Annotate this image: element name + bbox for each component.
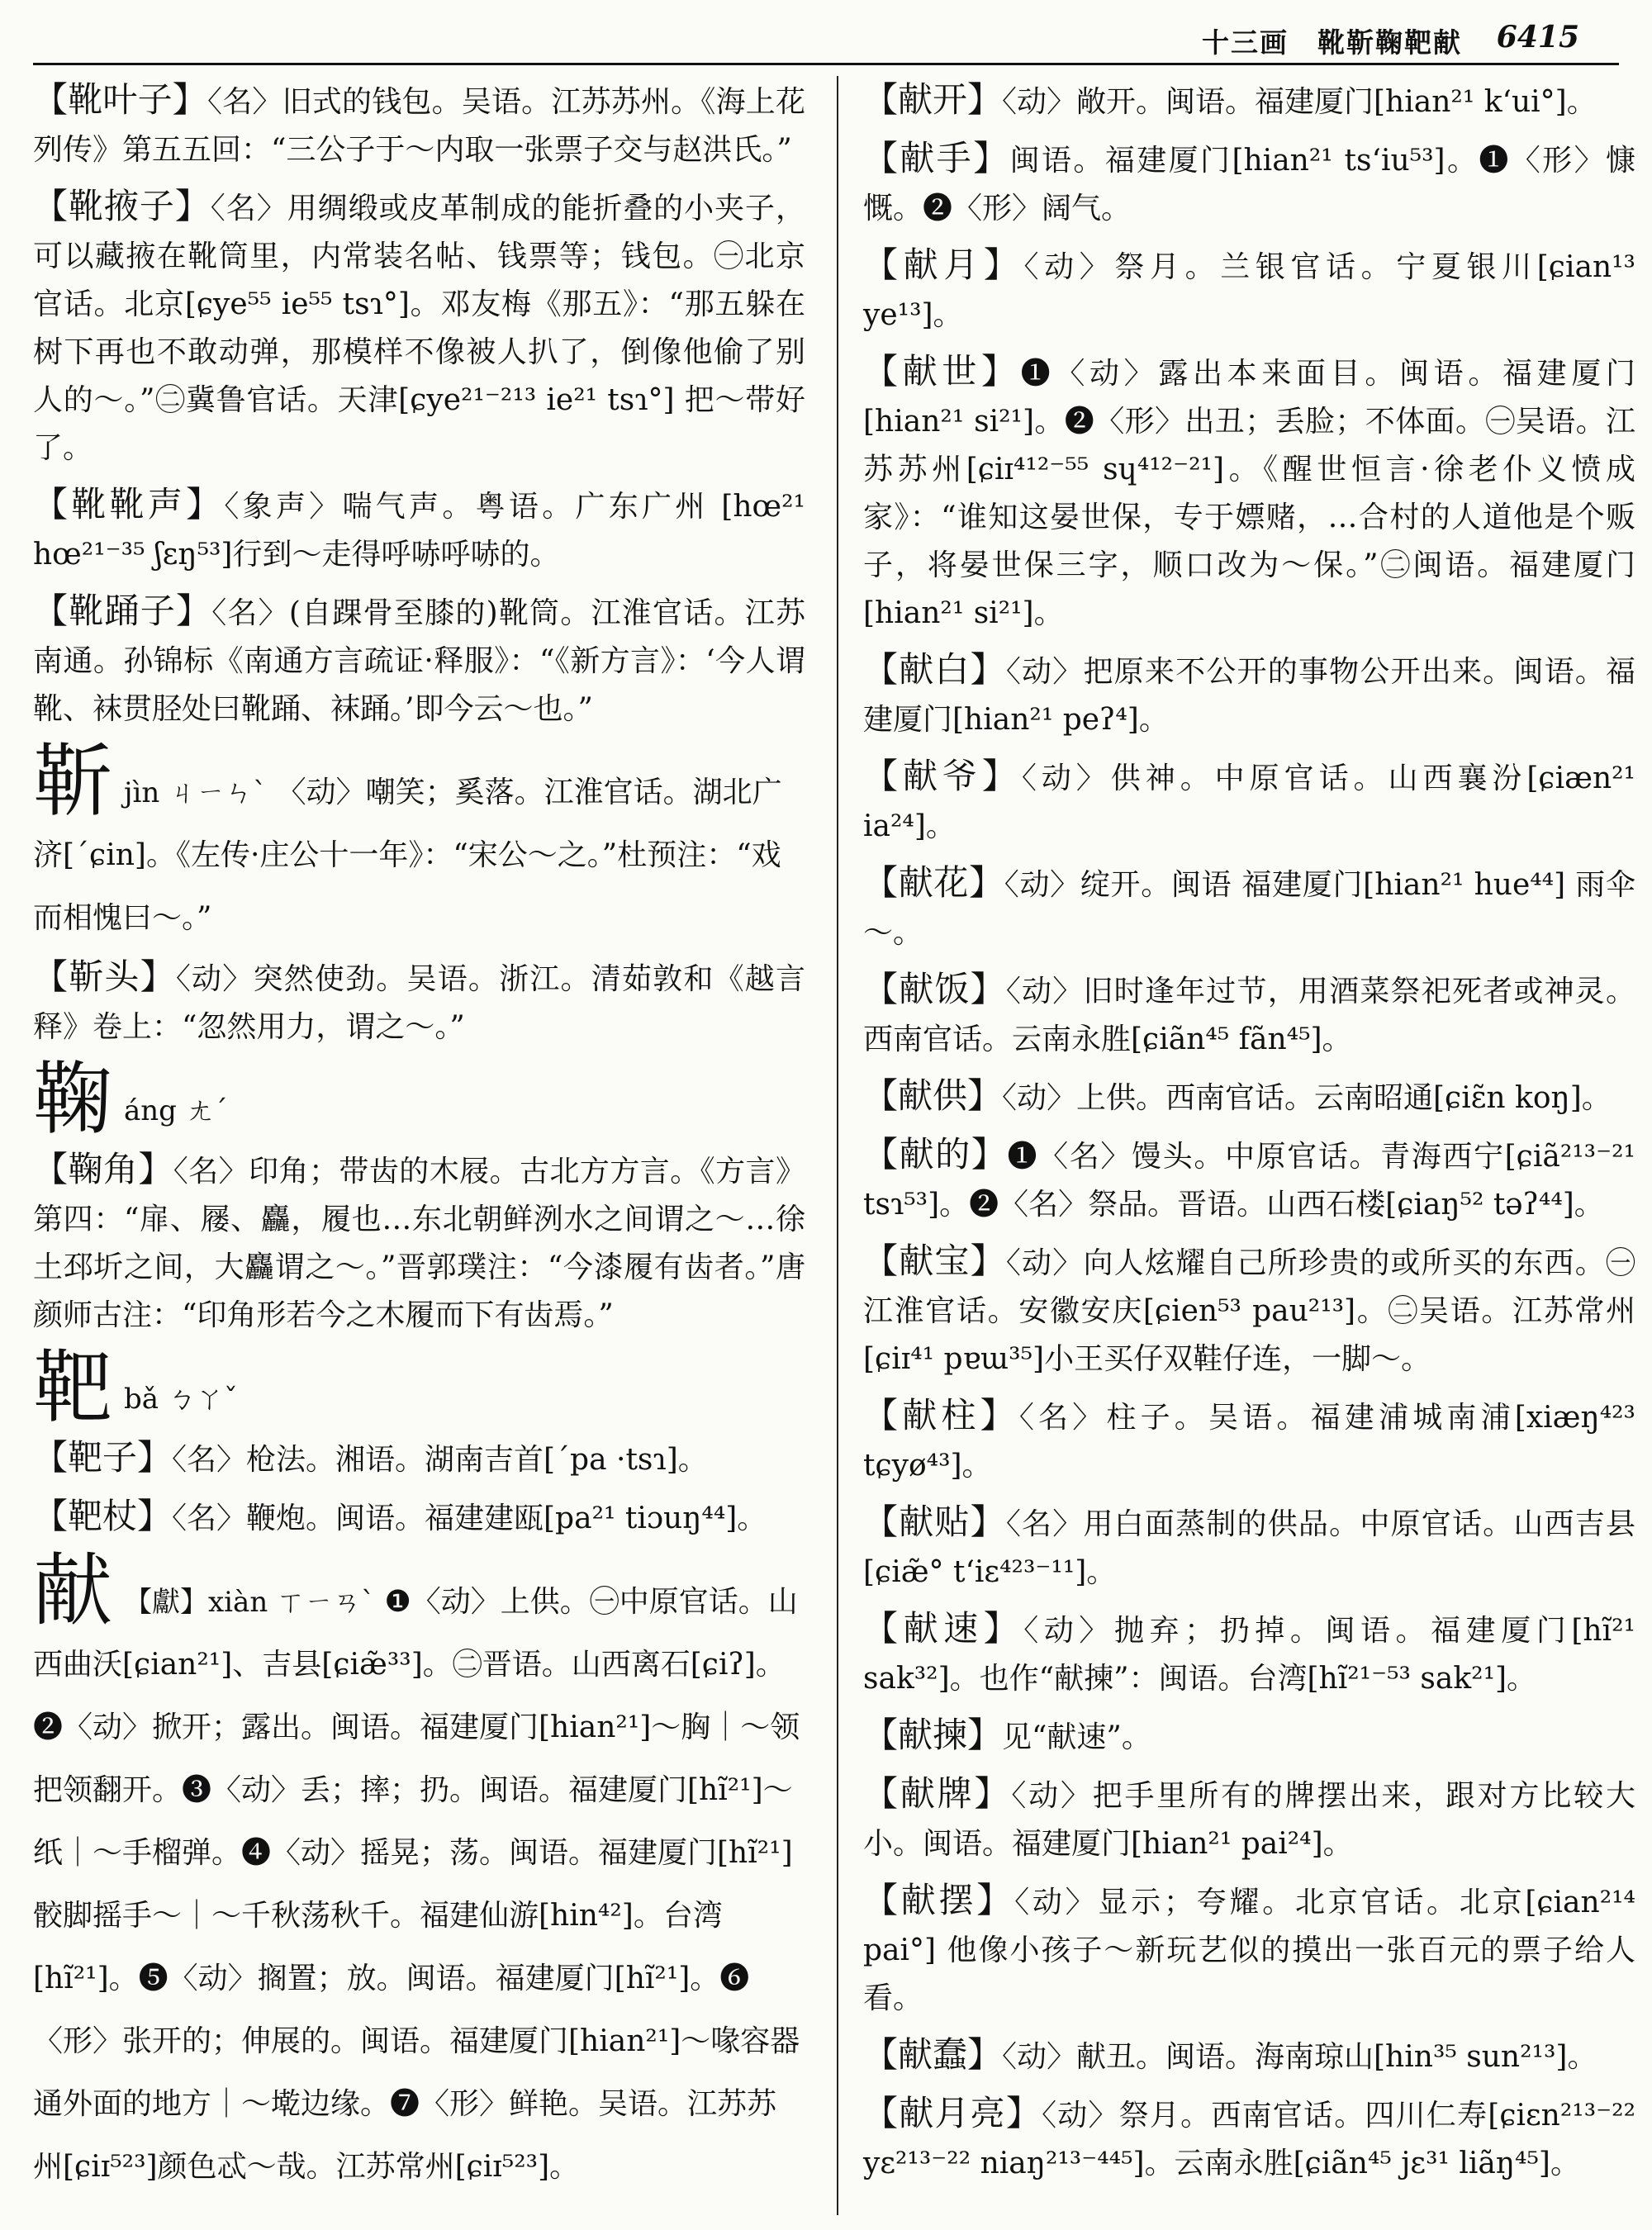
definition: 〈动〉敞开。闽语。福建厦门[hian²¹ kʻui°]。 (1002, 85, 1597, 119)
dictionary-entry (863, 1605, 1635, 1703)
definition: 〈动〉抛弃；扔掉。闽语。福建厦门[hĩ²¹ sak³²]。也作“献揀”：闽语。台湾[hĩ²¹⁻⁵³ sak²¹]。 (863, 1614, 1635, 1696)
headword: 【献世】 (863, 351, 1021, 391)
definition: 见“献速”。 (1002, 1720, 1151, 1754)
definition: 〈名〉鞭炮。闽语。福建建瓯[pa²¹ tiɔuŋ⁴⁴]。 (172, 1502, 767, 1535)
head-character: 靳 (33, 735, 112, 828)
definition: 〈名〉枪法。湘语。湖南吉首[ˊpa ·tsɿ]。 (172, 1443, 708, 1477)
headword: 【靶子】 (33, 1437, 173, 1478)
dictionary-entry (33, 76, 805, 174)
definition: 〈动〉供神。中原官话。山西襄汾[ɕiæn²¹ ia²⁴]。 (863, 762, 1635, 843)
headword: 【靴靴声】 (33, 484, 225, 524)
definition: 〈名〉柱子。吴语。福建浦城南浦[xiæŋ⁴²³ tɕyø⁴³]。 (863, 1401, 1635, 1483)
dictionary-entry (863, 859, 1635, 957)
headword: 【献贴】 (863, 1502, 1006, 1542)
definition: ❶〈动〉上供。㊀中原官话。山西曲沃[ɕian²¹]、吉县[ɕiæ̃³³]。㊁晋语。山西离石[ɕiʔ]。❷〈动〉掀开；露出。闽语。福建厦门[hian²¹]～胸｜～领把领翻开。❸〈动〉丢；摔；扔。闽语。福建厦门[hĩ²¹]～纸｜～手榴弹。❹〈动〉摇晃；荡。闽语。福建厦门[hĩ²¹]骹脚摇手～｜～千秋荡秋千。福建仙游[hin⁴²]。台湾[hĩ²¹]。❺〈动〉搁置；放。闽语。福建厦门[hĩ²¹]。❻〈形〉张开的；伸展的。闽语。福建厦门[hian²¹]～喙容器通外面的地方｜～墘边缘。❼〈形〉鲜艳。吴语。江苏苏州[ɕiɪ⁵²³]颜色忒～哉。江苏常州[ɕiɪ⁵²³]。 (33, 1585, 800, 2184)
head-character-entry (33, 1053, 805, 1146)
definition: 〈名〉印角；带齿的木屐。古北方方言。《方言》第四：“扉、屦、麤，履也…东北朝鲜洌水之间谓之～…徐土邳圻之间，大麤谓之～。”晋郭璞注：“今漆履有齿者。”唐颜师古注：“印角形若今之木履而下有齿焉。” (33, 1155, 805, 1332)
dictionary-entry (863, 241, 1635, 339)
dictionary-entry (863, 752, 1635, 851)
definition: 〈动〉把手里所有的牌摆出来，跟对方比较大小。闽语。福建厦门[hian²¹ pai²⁴]。 (863, 1779, 1635, 1861)
headword: 【献摆】 (863, 1880, 1015, 1920)
head-character-entry (33, 1341, 805, 1434)
headword: 【献宝】 (863, 1241, 1006, 1281)
definition: 〈动〉嘲笑；奚落。江淮官话。湖北广济[ˊɕin]。《左传·庄公十一年》：“宋公～之。”杜预注：“戏而相愧曰～。” (33, 776, 782, 935)
definition: 〈动〉献丑。闽语。海南琼山[hin³⁵ sun²¹³]。 (1002, 2040, 1597, 2074)
dictionary-entry (33, 1492, 805, 1543)
definition: 〈动〉绽开。闽语 福建厦门[hian²¹ hue⁴⁴] 雨伞～。 (863, 868, 1635, 950)
running-header: 十三画 靴靳鞠靶献 (1202, 26, 1462, 59)
definition: 〈动〉旧时逢年过节，用酒菜祭祀死者或神灵。西南官话。云南永胜[ɕiãn⁴⁵ fãn⁴⁵]。 (863, 975, 1635, 1056)
dictionary-entry (863, 135, 1635, 233)
headword: 【献饭】 (863, 969, 1006, 1009)
pronunciation: áng ㄤˊ (124, 1094, 228, 1127)
pronunciation: jìn ㄐㄧㄣˋ (124, 776, 268, 809)
headword: 【献白】 (863, 649, 1006, 690)
definition: 〈动〉祭月。西南官话。四川仁寿[ɕiɛn²¹³⁻²² yɛ²¹³⁻²² niaŋ²¹³⁻⁴⁴⁵]。云南永胜[ɕiãn⁴⁵ jɛ³¹ liãŋ⁴⁵]。 (863, 2099, 1635, 2180)
definition: 〈象声〉喘气声。粤语。广东广州 [hœ²¹ hœ²¹⁻³⁵ ʃɛŋ⁵³]行到～走得呼哧呼哧的。 (33, 490, 805, 572)
head-character-entry (33, 735, 805, 950)
dictionary-entry (863, 348, 1635, 638)
dictionary-entry (863, 1877, 1635, 2023)
definition: ❶〈动〉露出本来面目。闽语。福建厦门[hian²¹ si²¹]。❷〈形〉出丑；丢脸；不体面。㊀吴语。江苏苏州[ɕiɪ⁴¹²⁻⁵⁵ sɥ⁴¹²⁻²¹]。《醒世恒言·徐老仆义愤成家》：“谁知这晏世保，专于嫖赌，…合村的人道他是个贩子，将晏世保三字，顺口改为～保。”㊁闽语。福建厦门[hian²¹ si²¹]。 (863, 357, 1635, 630)
headword: 【献揀】 (863, 1715, 1003, 1755)
definition: 〈名〉用绸缎或皮革制成的能折叠的小夹子，可以藏掖在靴筒里，内常装名帖、钱票等；钱包。㊀北京官话。北京[ɕye⁵⁵ ie⁵⁵ tsɿ°]。邓友梅《那五》：“那五躲在树下再也不敢动弹，那模样不像被人扒了，倒像他偷了别人的～。”㊁冀鲁官话。天津[ɕye²¹⁻²¹³ ie²¹ tsɿ°] 把～带好了。 (33, 192, 805, 465)
dictionary-entry (863, 1711, 1635, 1762)
headword: 【献速】 (863, 1608, 1024, 1649)
headword: 【献蠢】 (863, 2034, 1003, 2075)
dictionary-entry (33, 587, 805, 733)
headword: 【靴叶子】 (33, 79, 207, 120)
dictionary-entry (863, 646, 1635, 744)
head-character: 献 (33, 1544, 112, 1637)
head-character: 靶 (33, 1341, 112, 1434)
headword: 【鞠角】 (33, 1149, 173, 1189)
definition: ❶〈名〉馒头。中原官话。青海西宁[ɕiã²¹³⁻²¹ tsɿ⁵³]。❷〈名〉祭品。晋语。山西石楼[ɕiaŋ⁵² təʔ⁴⁴]。 (863, 1140, 1635, 1222)
headword: 【献月亮】 (863, 2093, 1042, 2133)
dictionary-entry (33, 953, 805, 1051)
dictionary-entry (863, 1770, 1635, 1868)
headword: 【献爷】 (863, 756, 1022, 796)
head-character-entry (33, 1544, 805, 2199)
pronunciation: 【獻】xiàn ㄒㄧㄢˋ (124, 1586, 376, 1619)
page-header (33, 15, 1619, 65)
column-divider (837, 76, 838, 2215)
definition: 〈名〉(自踝骨至膝的)靴筒。江淮官话。江苏南通。孙锦标《南通方言疏证·释服》：“《新方言》：‘今人谓靴、袜贯胫处曰靴踊、袜踊。’即今云～也。” (33, 596, 805, 726)
dictionary-entry (33, 481, 805, 579)
pronunciation: bǎ ㄅㄚˇ (124, 1383, 238, 1416)
page-number: 6415 (1496, 20, 1579, 55)
headword: 【靶杖】 (33, 1496, 173, 1536)
dictionary-entry (33, 1434, 805, 1484)
dictionary-entry (863, 1131, 1635, 1229)
definition: 〈动〉突然使劲。吴语。浙江。清茹敦和《越言释》卷上：“忽然用力，谓之～。” (33, 962, 805, 1044)
dictionary-entry (863, 2031, 1635, 2081)
head-character: 鞠 (33, 1053, 112, 1146)
headword: 【献供】 (863, 1075, 1003, 1116)
dictionary-entry (863, 76, 1635, 126)
headword: 【献开】 (863, 79, 1003, 120)
headword: 【献牌】 (863, 1773, 1012, 1814)
dictionary-entry (863, 1072, 1635, 1122)
definition: 〈名〉用白面蒸制的供品。中原官话。山西吉县[ɕiæ̃° tʻiɛ⁴²³⁻¹¹]。 (863, 1507, 1635, 1589)
headword: 【献柱】 (863, 1395, 1019, 1435)
definition: 〈动〉上供。西南官话。云南昭通[ɕiɛ̃n koŋ]。 (1002, 1081, 1612, 1115)
headword: 【献手】 (863, 138, 1010, 178)
dictionary-entry (33, 183, 805, 472)
definition: 〈动〉把原来不公开的事物公开出来。闽语。福建厦门[hian²¹ peʔ⁴]。 (863, 655, 1635, 737)
headword: 【献月】 (863, 244, 1024, 285)
definition: 闽语。福建厦门[hian²¹ tsʻiu⁵³]。❶〈形〉慷慨。❷〈形〉阔气。 (863, 144, 1635, 225)
definition: 〈动〉祭月。兰银官话。宁夏银川[ɕian¹³ ye¹³]。 (863, 250, 1635, 332)
definition: 〈名〉旧式的钱包。吴语。江苏苏州。《海上花列传》第五五回：“三公子于～内取一张票子交与赵洪氏。” (33, 85, 805, 167)
headword: 【靴掖子】 (33, 186, 211, 226)
headword: 【献的】 (863, 1134, 1008, 1174)
dictionary-entry (863, 1392, 1635, 1490)
dictionary-entry (863, 966, 1635, 1064)
dictionary-entry (863, 1237, 1635, 1383)
dictionary-entry (33, 1146, 805, 1340)
dictionary-entry (863, 2090, 1635, 2188)
headword: 【靳头】 (33, 956, 176, 997)
left-column (33, 76, 805, 2202)
definition: 〈动〉显示；夸耀。北京官话。北京[ɕian²¹⁴ pai°] 他像小孩子～新玩艺似的摸出一张百元的票子给人看。 (863, 1886, 1635, 2015)
dictionary-entry (863, 1498, 1635, 1597)
definition: 〈动〉向人炫耀自己所珍贵的或所买的东西。㊀江淮官话。安徽安庆[ɕien⁵³ pau²¹³]。㊁吴语。江苏常州[ɕiɪ⁴¹ pɐɯ³⁵]小王买仔双鞋仔连，一脚～。 (863, 1246, 1635, 1376)
headword: 【靴踊子】 (33, 591, 212, 631)
headword: 【献花】 (863, 862, 1004, 903)
right-column (863, 76, 1635, 2196)
